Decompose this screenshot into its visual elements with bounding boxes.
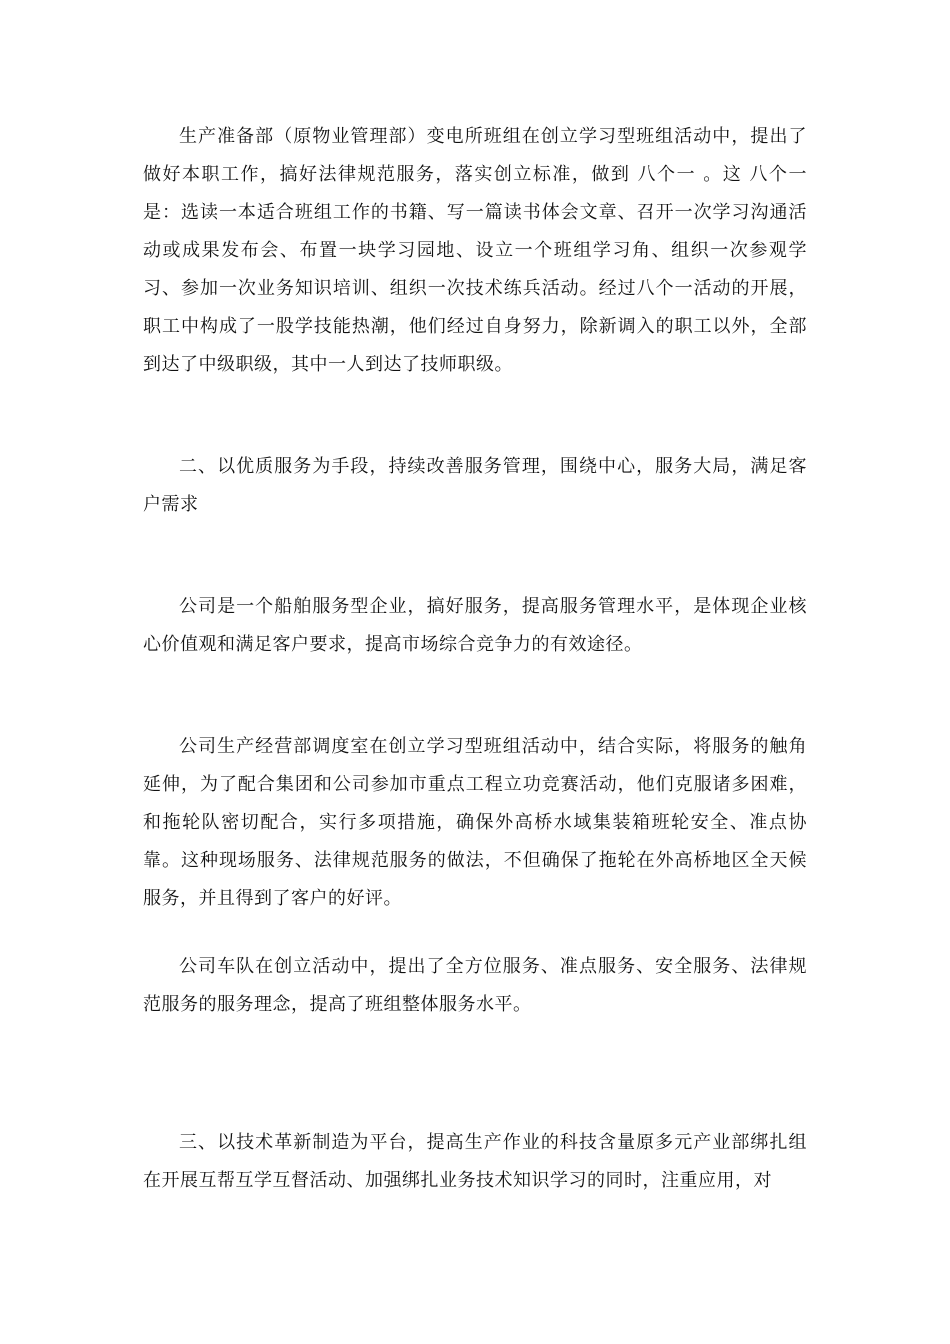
paragraph-dispatch-office: 公司生产经营部调度室在创立学习型班组活动中，结合实际，将服务的触角延伸，为了配合集团和公司参加市重点工程立功竞赛活动，他们克服诸多困难，和拖轮队密切配合，实行多项措施，确保外高桥水域集装箱班轮安全、准点协靠。这种现场服务、法律规范服务的做法，不但确保了拖轮在外高桥地区全天候服务，并且得到了客户的好评。 bbox=[143, 736, 807, 909]
paragraph-company-service: 公司是一个船舶服务型企业，搞好服务，提高服务管理水平，是体现企业核心价值观和满足客户要求，提高市场综合竞争力的有效途径。 bbox=[143, 596, 807, 655]
section-heading-quality-service: 二、以优质服务为手段，持续改善服务管理，围绕中心，服务大局，满足客户需求 bbox=[143, 456, 807, 515]
paragraph-substation-team: 生产准备部（原物业管理部）变电所班组在创立学习型班组活动中，提出了做好本职工作，搞好法律规范服务，落实创立标准，做到 八个一 。这 八个一是：选读一本适合班组工作的书籍、写一篇读书体会文章、召开一次学习沟通活动或成果发布会、布置一块学习园地、设立一个班组学习角、组织一次参观学习、参加一次业务知识培训、组织一次技术练兵活动。经过八个一活动的开展，职工中构成了一股学技能热潮，他们经过自身努力，除新调入的职工以外，全部到达了中级职级，其中一人到达了技师职级。 bbox=[143, 126, 807, 375]
paragraph-vehicle-fleet: 公司车队在创立活动中，提出了全方位服务、准点服务、安全服务、法律规范服务的服务理念，提高了班组整体服务水平。 bbox=[143, 956, 807, 1015]
section-heading-technical-innovation: 三、以技术革新制造为平台，提高生产作业的科技含量原多元产业部绑扎组在开展互帮互学互督活动、加强绑扎业务技术知识学习的同时，注重应用，对 bbox=[143, 1132, 807, 1191]
